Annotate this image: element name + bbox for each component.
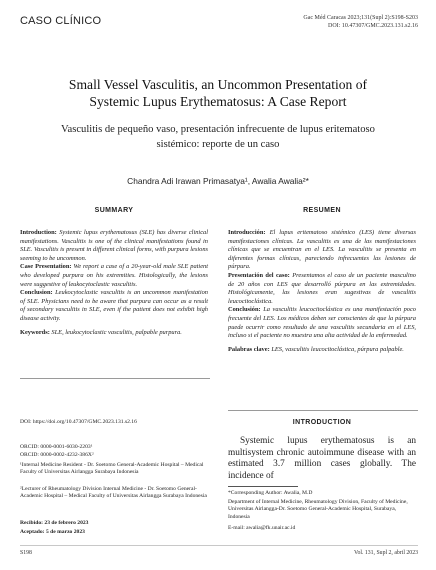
summary-intro-label: Introduction: — [20, 229, 57, 236]
article-title — [20, 76, 416, 110]
author-list: Chandra Adi Irawan Primasatya¹, Awalia Awalia²* — [127, 176, 309, 186]
footer-rule — [20, 545, 418, 546]
resumen-case — [228, 272, 416, 306]
resumen-keywords-text: LES, vasculitis leucocitoclástica, púrpura palpable. — [269, 345, 404, 353]
subtitle-line-1: Vasculitis de pequeño vaso, presentación infrecuente de lupus eritematoso — [61, 124, 375, 135]
correspondence-address: Department of Internal Medicine, Rheumatology Division, Faculty of Medicine, Universitas Airlangga-Dr. Soetomo General-Academic Hospital, Surabaya, Indonesia — [228, 499, 408, 520]
summary-case-label: Case Presentation: — [20, 263, 72, 271]
section-kicker: CASO CLÍNICO — [20, 15, 102, 27]
resumen-intro — [228, 229, 416, 272]
affiliation-2: ²Lecturer of Rheumatology Division Internal Medicine - Dr. Soetomo General-Academic Hospital – Medical Faculty of Universitas Airlangga Surabaya Indonesia — [20, 486, 207, 500]
resumen-conclusion — [228, 306, 416, 340]
summary-keywords-label: Keywords: — [20, 328, 50, 336]
summary-intro-text: Systemic lupus erythematosus (SLE) has diverse clinical manifestations. Vasculitis is one of the clinical manifestations found in SLE. Vasculitis is present in different clinical forms, with purpura lesions seeming to be uncommon. — [20, 229, 208, 262]
resumen-keywords — [228, 346, 416, 355]
resumen-intro-text: El lupus eritematoso sistémico (LES) tiene diversas manifestaciones clínicas. La vasculitis es una de las manifestaciones clínicas que se encuentran en el LES. La vasculitis se presenta en diferentes formas clínicas, pareciendo infrecuentes las lesiones de púrpura. — [228, 229, 416, 271]
affiliation-1: ¹Internal Medicine Resident - Dr. Soetomo General-Academic Hospital – Medical Faculty of Universitas Airlangga Surabaya Indonesia — [20, 462, 204, 476]
summary-heading: SUMMARY — [94, 207, 134, 214]
resumen-conclusion-label: Conclusión: — [228, 306, 261, 314]
summary-divider — [20, 378, 210, 379]
corresponding-author: *Corresponding Author: Awalia, M.D — [228, 490, 313, 496]
footnote-divider — [228, 486, 298, 487]
resumen-case-text: Presentamos el caso de un paciente masculino de 20 años con LES que desarrolló púrpura en las extremidades. Histológicamente, las lesiones eran sugestivas de vasculitis leucocitoclástica. — [228, 271, 416, 305]
summary-conclusion-text: Leukocytoclastic vasculitis is an uncommon manifestation of SLE. Physicians need to be aware that purpura can occur as a result of secondary vasculitis in SLE, even if the patient does not exhibit high disease activity. — [20, 289, 208, 322]
page-number: S198 — [20, 550, 32, 556]
summary-case — [20, 263, 208, 289]
resumen-body — [228, 229, 416, 354]
summary-conclusion — [20, 289, 208, 323]
introduction-heading: INTRODUCTION — [292, 419, 352, 426]
journal-citation — [303, 14, 418, 30]
article-doi: DOI: https://doi.org/10.47307/GMC.2023.131.s2.16 — [20, 419, 137, 425]
journal-line: Gac Méd Caracas 2023;131(Supl 2):S198-S203 — [303, 15, 418, 21]
received-date: Recibido: 23 de febrero 2023 — [20, 520, 89, 526]
title-line-1: Small Vessel Vasculitis, an Uncommon Presentation of — [68, 77, 368, 92]
subtitle-line-2: sistémico: reporte de un caso — [156, 139, 280, 150]
resumen-intro-label: Introducción: — [228, 229, 266, 236]
doi-line: DOI: 10.47307/GMC.2023.131.s2.16 — [327, 23, 418, 29]
correspondence-email: E-mail: awalia@fk.unair.ac.id — [228, 525, 296, 531]
title-line-2: Systemic Lupus Erythematosus: A Case Report — [89, 94, 347, 109]
summary-intro — [20, 229, 208, 263]
orcid-2: ORCID: 0000-0002-4232-386X² — [20, 452, 94, 458]
summary-keywords-text: SLE, leukocytoclastic vasculitis, palpable purpura. — [49, 328, 182, 336]
introduction-text: Systemic lupus erythematosus is an multisystem chronic autoimmune disease with an estimated 3.7 million cases globally. The incidence of — [228, 436, 416, 481]
summary-body — [20, 229, 208, 337]
resumen-conclusion-text: La vasculitis leucocitoclástica es una manifestación poco frecuente del LES. Los médicos deben ser conscientes de que la púrpura puede ocurrir como resultado de una vasculitis secundaria en el LES, incluso si el paciente no muestra una alta actividad de la enfermedad. — [228, 306, 416, 340]
resumen-divider — [228, 410, 418, 411]
accepted-date: Aceptado: 5 de marzo 2023 — [20, 529, 85, 535]
summary-case-text: We report a case of a 20-year-old male SLE patient who developed purpura on his extremities. Histologically, the lesions were suggestive of leukocytoclastic vasculitis. — [20, 263, 208, 288]
orcid-1: ORCID: 0000-0001-6030-2203¹ — [20, 444, 93, 450]
resumen-keywords-label: Palabras clave: — [228, 345, 270, 353]
resumen-case-label: Presentación del caso: — [228, 271, 290, 279]
summary-keywords — [20, 329, 208, 338]
volume-info: Vol. 131, Supl 2, abril 2023 — [354, 550, 418, 556]
summary-conclusion-label: Conclusion: — [20, 289, 53, 297]
resumen-heading: RESUMEN — [303, 207, 341, 214]
article-subtitle — [24, 122, 412, 152]
